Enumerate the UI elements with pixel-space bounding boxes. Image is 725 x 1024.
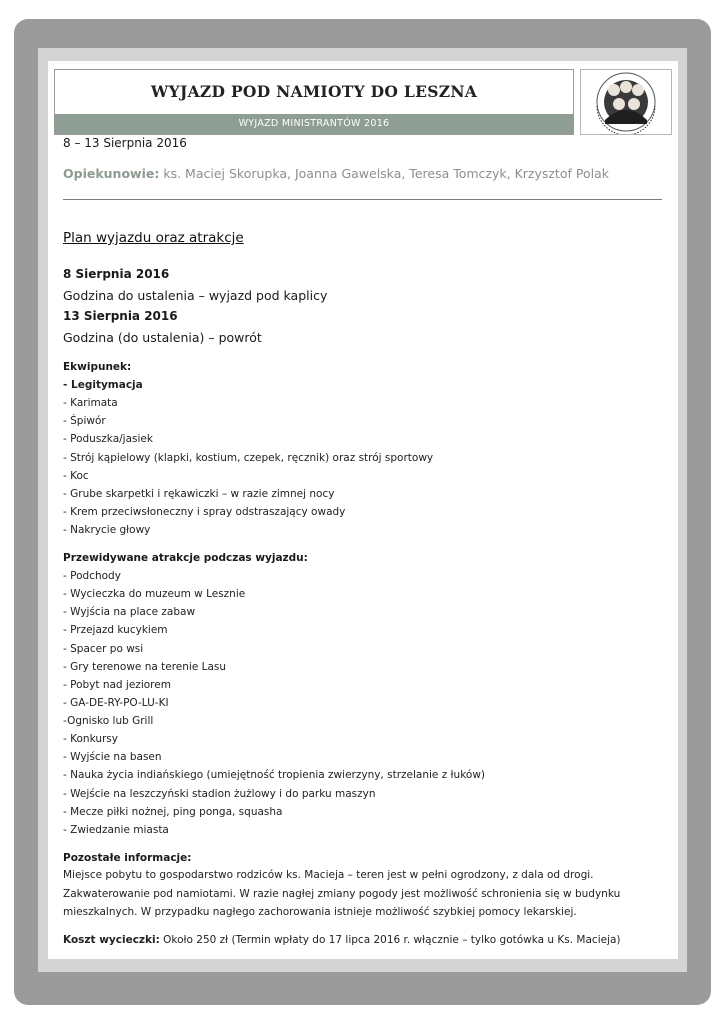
equipment-item: - Legitymacja xyxy=(63,379,143,391)
equipment-item: - Koc xyxy=(63,470,89,482)
guardians-label: Opiekunowie: xyxy=(63,166,160,181)
header-box xyxy=(54,69,574,135)
equipment-item: - Strój kąpielowy (klapki, kostium, czepek, ręcznik) oraz strój sportowy xyxy=(63,452,434,464)
attraction-item: - Przejazd kucykiem xyxy=(63,624,168,636)
equipment-item: - Krem przeciwsłoneczny i spray odstraszający owady xyxy=(63,506,346,518)
attraction-item: - Spacer po wsi xyxy=(63,643,144,655)
cost-label: Koszt wycieczki: xyxy=(63,934,160,946)
header-subtitle-bar: WYJAZD MINISTRANTÓW 2016 xyxy=(55,114,573,134)
other-info-heading: Pozostałe informacje: xyxy=(63,852,192,864)
other-info-text: Miejsce pobytu to gospodarstwo rodziców ks. Macieja – teren jest w pełni ogrodzony, z dala od drogi. Zakwaterowanie pod namiotami. W razie nagłej zmiany pogody jest możliwość schronienia się w budynku mieszkalnych. W przypadku nagłego zachorowania istnieje możliwość szybkiej pomocy lekarskiej. xyxy=(63,869,621,918)
equipment-heading: Ekwipunek: xyxy=(63,361,132,373)
attraction-item: -Ognisko lub Grill xyxy=(63,715,154,727)
trip-dates: 8 – 13 Sierpnia 2016 xyxy=(63,136,187,150)
guardians-names: ks. Maciej Skorupka, Joanna Gawelska, Teresa Tomczyk, Krzysztof Polak xyxy=(163,166,609,181)
logo-image xyxy=(581,70,671,134)
cost-line xyxy=(63,934,621,946)
plan-heading: Plan wyjazdu oraz atrakcje xyxy=(63,230,244,246)
day2-text: Godzina (do ustalenia) – powrót xyxy=(63,330,262,345)
attraction-item: - Nauka życia indiańskiego (umiejętność tropienia zwierzyny, strzelanie z łuków) xyxy=(63,769,486,781)
day1-date: 8 Sierpnia 2016 xyxy=(63,267,170,281)
cost-text: Około 250 zł (Termin wpłaty do 17 lipca 2016 r. włącznie – tylko gotówka u Ks. Macieja) xyxy=(163,934,621,946)
equipment-item: - Poduszka/jasiek xyxy=(63,433,153,445)
day2-date: 13 Sierpnia 2016 xyxy=(63,309,178,323)
equipment-item: - Nakrycie głowy xyxy=(63,524,151,536)
logo-photo xyxy=(580,69,672,135)
attraction-item: - Wyjście na basen xyxy=(63,751,162,763)
attraction-item: - Wejście na leszczyński stadion żużlowy i do parku maszyn xyxy=(63,788,376,800)
attraction-item: - Zwiedzanie miasta xyxy=(63,824,169,836)
attractions-heading: Przewidywane atrakcje podczas wyjazdu: xyxy=(63,552,308,564)
equipment-item: - Karimata xyxy=(63,397,118,409)
attraction-item: - Podchody xyxy=(63,570,121,582)
attraction-item: - GA-DE-RY-PO-LU-KI xyxy=(63,697,169,709)
guardians-line xyxy=(63,166,609,181)
divider-line xyxy=(63,199,662,200)
day1-text: Godzina do ustalenia – wyjazd pod kaplicy xyxy=(63,288,328,303)
document-title: WYJAZD POD NAMIOTY DO LESZNA xyxy=(150,82,478,101)
attraction-item: - Pobyt nad jeziorem xyxy=(63,679,171,691)
equipment-item: - Grube skarpetki i rękawiczki – w razie zimnej nocy xyxy=(63,488,335,500)
attraction-item: - Mecze piłki nożnej, ping ponga, squasha xyxy=(63,806,283,818)
equipment-item: - Śpiwór xyxy=(63,415,106,427)
attraction-item: - Wycieczka do muzeum w Lesznie xyxy=(63,588,246,600)
attraction-item: - Wyjścia na place zabaw xyxy=(63,606,196,618)
attraction-item: - Konkursy xyxy=(63,733,118,745)
attraction-item: - Gry terenowe na terenie Lasu xyxy=(63,661,227,673)
